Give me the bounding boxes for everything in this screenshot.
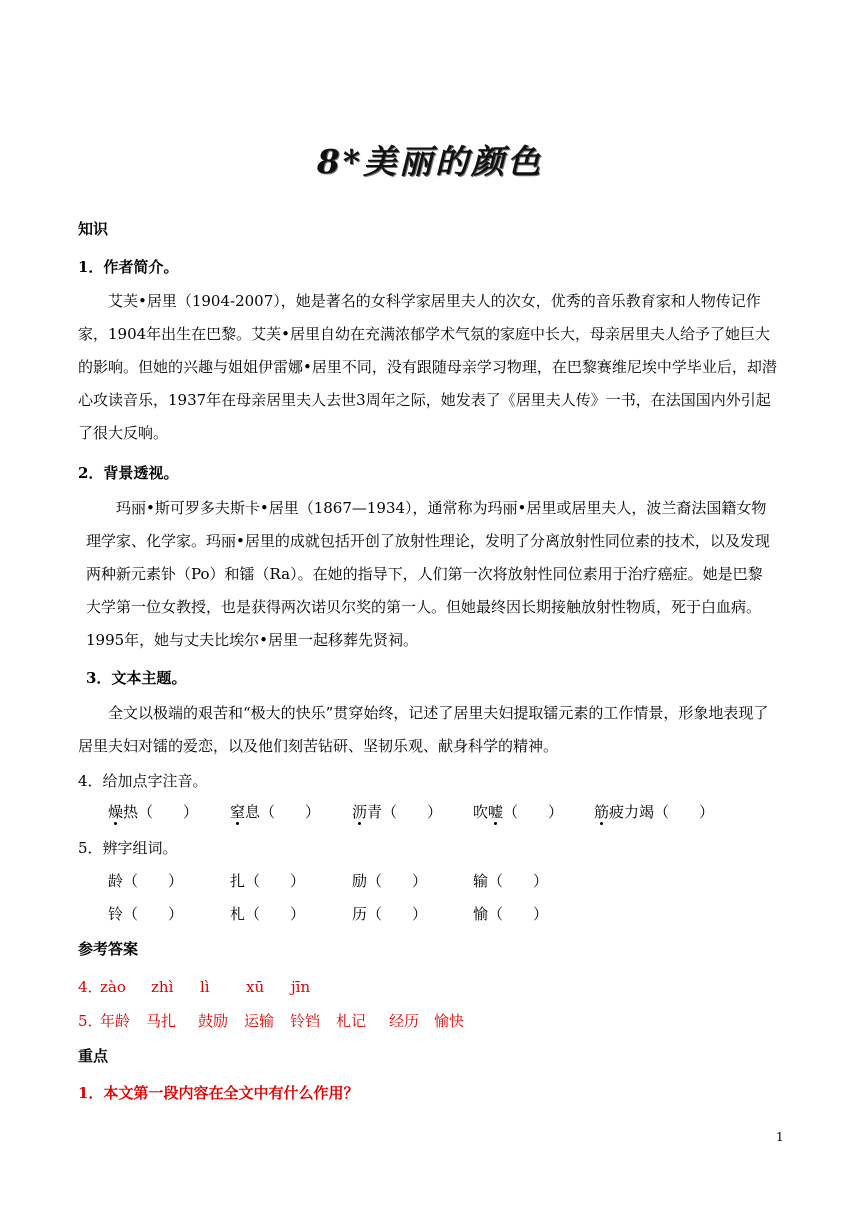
dotted-character: 筋 [594, 803, 610, 821]
answer-pinyin: xū [246, 978, 265, 996]
paragraph-theme: 全文以极端的艰苦和“极大的快乐”贯穿始终，记述了居里夫妇提取镭元素的工作情景，形象地表现了居里夫妇对镭的爱恋，以及他们刻苦钻研、坚韧乐观、献身科学的精神。 [78, 704, 769, 755]
section-answers-heading: 参考答案 [78, 940, 139, 958]
answer-word: 鼓励 [198, 1012, 229, 1030]
answer-pinyin: lì [200, 978, 210, 996]
heading-background: 2．背景透视。 [78, 464, 179, 482]
pinyin-item [473, 802, 563, 822]
answer-word: 马扎 [146, 1012, 177, 1030]
paragraph-author: 艾芙•居里（1904-2007），她是著名的女科学家居里夫人的次女，优秀的音乐教育家和人物传记作家，1904年出生在巴黎。艾芙•居里自幼在充满浓郁学术气氛的家庭中长大，母亲居里夫人给予了她巨大的影响。但她的兴趣与姐姐伊雷娜•居里不同，没有跟随母亲学习物理，在巴黎赛维尼埃中学毕业后，却潜心攻读音乐，1937年在母亲居里夫人去世3周年之际，她发表了《居里夫人传》一书，在法国国内外引起了很大反响。 [78, 292, 777, 442]
word-item: 愉（ ） [473, 905, 549, 923]
dotted-character: 窒 [230, 803, 246, 821]
pinyin-item-text: 热（ ） [123, 803, 199, 821]
answer-pinyin: jīn [291, 978, 311, 996]
dotted-character: 嘘 [488, 803, 504, 821]
pinyin-item-text: 息（ ） [245, 803, 321, 821]
pinyin-item [594, 802, 714, 822]
pinyin-item [108, 802, 198, 822]
pinyin-item-text: （ ） [503, 803, 564, 821]
section-knowledge-heading: 知识 [78, 220, 109, 238]
answer-word: 铃铛 [290, 1012, 321, 1030]
key-question-1: 1．本文第一段内容在全文中有什么作用？ [78, 1084, 359, 1102]
word-item: 龄（ ） [108, 872, 184, 890]
word-item: 输（ ） [473, 872, 549, 890]
paragraph-background: 玛丽•斯可罗多夫斯卡•居里（1867—1934），通常称为玛丽•居里或居里夫人，波兰裔法国籍女物理学家、化学家。玛丽•居里的成就包括开创了放射性理论，发明了分离放射性同位素的技术，以及发现两种新元素钋（Po）和镭（Ra）。在她的指导下，人们第一次将放射性同位素用于治疗癌症。她是巴黎大学第一位女教授，也是获得两次诺贝尔奖的第一人。但她最终因长期接触放射性物质，死于白血病。1995年，她与丈夫比埃尔•居里一起移葬先贤祠。 [86, 499, 770, 649]
word-item: 历（ ） [352, 905, 428, 923]
answer-pinyin: zhì [151, 978, 174, 996]
answer-4-label: 4． [78, 978, 103, 996]
heading-pinyin-exercise: 4．给加点字注音。 [78, 772, 208, 790]
dotted-character: 燥 [108, 803, 124, 821]
answer-5-label: 5． [78, 1012, 103, 1030]
answer-word: 运输 [244, 1012, 275, 1030]
page-title: 8*美丽的颜色 [316, 142, 544, 181]
section-key-heading: 重点 [78, 1047, 109, 1065]
pinyin-item [230, 802, 320, 822]
answer-word: 经历 [389, 1012, 420, 1030]
word-item: 札（ ） [230, 905, 306, 923]
answer-word: 札记 [336, 1012, 367, 1030]
answer-pinyin: zào [100, 978, 126, 996]
word-item: 铃（ ） [108, 905, 184, 923]
heading-theme: 3．文本主题。 [86, 669, 187, 687]
page-number: 1 [776, 1130, 784, 1144]
pinyin-item [352, 802, 442, 822]
pinyin-item-prefix: 吹 [473, 803, 489, 821]
heading-word-exercise: 5．辨字组词。 [78, 839, 178, 857]
pinyin-item-text: 青（ ） [367, 803, 443, 821]
answer-word: 年龄 [100, 1012, 131, 1030]
word-item: 励（ ） [352, 872, 428, 890]
word-item: 扎（ ） [230, 872, 306, 890]
heading-author-intro: 1．作者简介。 [78, 258, 179, 276]
dotted-character: 沥 [352, 803, 368, 821]
pinyin-item-text: 疲力竭（ ） [609, 803, 715, 821]
answer-word: 愉快 [434, 1012, 465, 1030]
